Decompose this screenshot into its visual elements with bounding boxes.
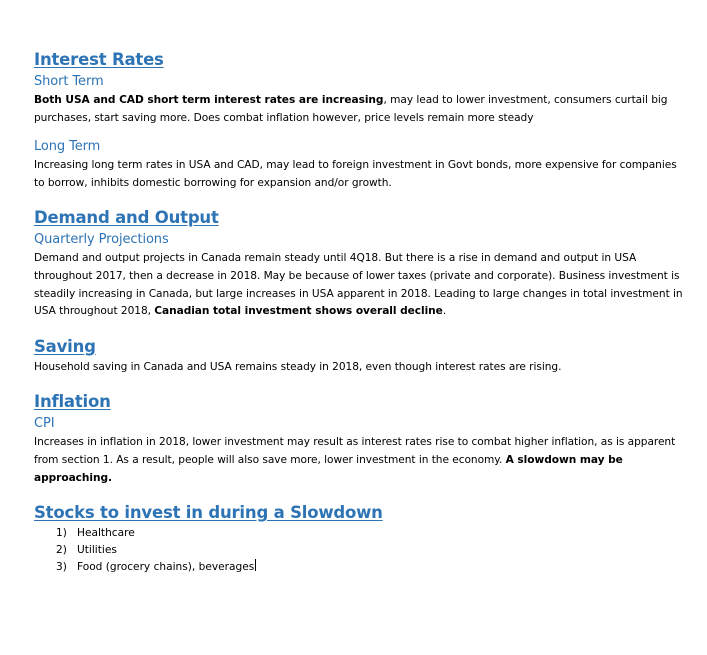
inflation-bold: A slowdown may be approaching. bbox=[34, 453, 623, 484]
list-number: 3) bbox=[56, 561, 67, 574]
list-item-label: Healthcare bbox=[77, 527, 135, 540]
list-item-label: Utilities bbox=[77, 544, 117, 557]
subheading-cpi: CPI bbox=[34, 416, 55, 432]
heading-stocks: Stocks to invest in during a Slowdown bbox=[34, 503, 383, 523]
list-number: 1) bbox=[56, 527, 67, 540]
document-page[interactable] bbox=[34, 48, 684, 576]
demand-output-end: . bbox=[442, 305, 447, 318]
demand-output-text: Demand and output projects in Canada remain steady until 4Q18. But there is a rise in demand and output in USA throughout 2017, then a decrease in 2018. May be because of lower taxes (private and corporate). Business investment is steadily increasing in Canada, but large increases in USA apparent in 2018. Leading to large changes in total investment in USA throughout 2018, bbox=[34, 252, 683, 318]
list-item bbox=[56, 542, 684, 559]
list-item bbox=[56, 525, 684, 542]
inflation-text: Increases in inflation in 2018, lower investment may result as interest rates rise to combat higher inflation, as is apparent from section 1. As a result, people will also save more, lower investment in the economy. bbox=[34, 436, 676, 466]
short-term-text: , may lead to lower investment, consumers curtail big purchases, start saving more. Does combat inflation however, price levels remain more steady bbox=[34, 94, 668, 124]
list-item bbox=[56, 559, 684, 576]
short-term-bold: Both USA and CAD short term interest rates are increasing bbox=[34, 94, 384, 106]
paragraph-inflation bbox=[34, 434, 684, 487]
heading-interest-rates: Interest Rates bbox=[34, 50, 164, 69]
subheading-short-term: Short Term bbox=[34, 74, 104, 89]
subheading-quarterly-projections: Quarterly Projections bbox=[34, 232, 169, 248]
paragraph-short-term bbox=[34, 92, 684, 127]
heading-inflation: Inflation bbox=[34, 392, 111, 412]
list-number: 2) bbox=[56, 544, 67, 557]
list-item-label: Food (grocery chains), beverages bbox=[77, 561, 255, 574]
heading-saving: Saving bbox=[34, 336, 96, 356]
text-cursor bbox=[255, 559, 256, 571]
subheading-long-term: Long Term bbox=[34, 139, 101, 155]
paragraph-long-term: Increasing long term rates in USA and CAD, may lead to foreign investment in Govt bonds, more expensive for companies to borrow, inhibits domestic borrowing for expansion and/or growth. bbox=[34, 159, 677, 189]
paragraph-demand-output bbox=[34, 250, 684, 320]
demand-output-bold: Canadian total investment shows overall decline bbox=[154, 305, 443, 318]
stocks-list bbox=[34, 525, 684, 576]
paragraph-saving: Household saving in Canada and USA remains steady in 2018, even though interest rates are rising. bbox=[34, 360, 562, 373]
heading-demand-output: Demand and Output bbox=[34, 208, 219, 228]
